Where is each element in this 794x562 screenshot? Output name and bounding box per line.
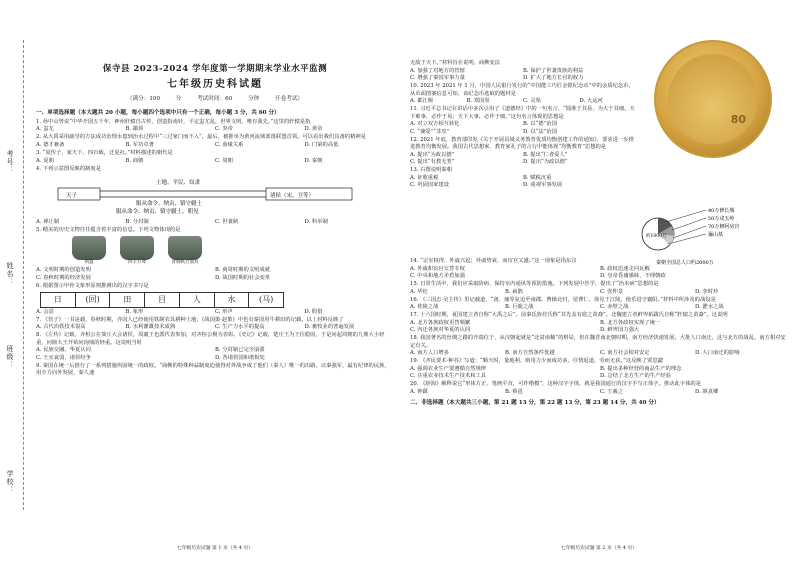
option: B. 巨鹿之战 <box>505 304 534 311</box>
pie-label-2: 50万戍五岭 <box>708 216 735 222</box>
box-tianzi <box>58 188 100 200</box>
option: A. 对立双方相互转化 <box>410 121 460 128</box>
relic-caption: 青铜纵目面具 <box>171 260 199 266</box>
option: D. 淝水之战 <box>695 304 724 311</box>
option: A. 北方各族政权更替频繁 <box>410 319 471 326</box>
option: D. 重视军事发展 <box>523 182 563 189</box>
pie-label-3: 70万修阿房宫 <box>708 224 740 230</box>
flow-box2-label: 诸侯（宋、卫等） <box>270 193 315 200</box>
relic-caption: 四羊方尊 <box>128 260 146 266</box>
question-stem: 3. “夏传子，家天下，四百载，迁夏社。”材料描述的朝代是 <box>36 150 173 156</box>
question-stem: 19. 《齐民要术·种谷》写道：“顺天时，量地利，则用力少而成功多。任情返道，劳而无获。”这反映了贾思勰 <box>410 358 663 365</box>
question <box>36 119 394 134</box>
relic-image <box>120 236 154 260</box>
question-stem: 4. 下列示意图反映的制度是 <box>36 165 102 172</box>
option: A. 桂陵之战 <box>410 304 439 311</box>
question-options <box>36 347 394 362</box>
question-options <box>36 324 394 332</box>
question <box>410 335 790 358</box>
option: D. 鲜卑国力强大 <box>600 327 640 334</box>
question-stem: 2. 从大禹采用疏导的方法成功治理水患到治水过程中“三过家门而不入”，最后，被推举为黄河流域部落联盟首领。可以看出我们具备的精神是 <box>36 134 366 141</box>
question-options <box>410 152 636 167</box>
class-label: 班级： <box>5 345 14 369</box>
oracle-glyph: 田 <box>110 293 145 307</box>
question-options <box>410 289 790 297</box>
question-options <box>36 219 394 227</box>
relic-image <box>72 236 106 260</box>
pie-title: 秦朝全国总人口约2000万 <box>656 260 714 266</box>
question-options <box>410 320 790 335</box>
bronze-relics <box>72 236 394 266</box>
question <box>410 106 636 136</box>
question-options <box>410 389 790 397</box>
relic <box>72 236 106 266</box>
option: A. 文明时期的创造发明 <box>36 267 91 274</box>
question-stem: 17. 十六国时期，夏国建立者自称“大禹之后”。前秦氐族苻氏称“其先盖有扈之苗裔”。北魏建立者鲜卑拓跋氏自称“轩辕之苗裔”。这说明 <box>410 312 728 319</box>
question <box>410 297 790 312</box>
question-options <box>410 98 636 106</box>
oracle-glyph: 人 <box>180 293 215 307</box>
question-stem: 18. 我国著名的丝绸之路的开端位于，从汉朝起就是“北富南稀”的格局，但在魏晋南北朝时期，南方经济快速发展，大批人口南迁，这与北方的战乱、南方相对安定有关。 <box>410 335 786 349</box>
option: A. 夏朝 <box>36 157 54 164</box>
exam-title: 保寺县 2023-2024 学年度第一学期期末学业水平监测 <box>102 64 328 74</box>
option: D. 皇帝昏庸愚昧，不理朝政 <box>600 273 666 280</box>
option: C. 巩固国家建设 <box>410 182 450 189</box>
questions-left <box>36 110 394 378</box>
option: B. 赋税沉重 <box>523 174 552 181</box>
option: C. 形声 <box>215 308 233 315</box>
question-stem: 无敌于天下。”材料旨在说明，商鞅变法 <box>410 60 501 66</box>
oracle-glyph: (马) <box>259 294 274 304</box>
option: D. 李时珍 <box>695 288 719 295</box>
question-stem: 12. 2021 年底，教育部印发《关于开展县域义务教育优质均衡创建工作的通知》，要求进一步推进教育均衡发展。我国古代思想家、教育家孔子的言行中能体现“均衡教育”思想的是 <box>410 136 634 151</box>
option: D. 扩大了地方长官的权力 <box>523 75 584 82</box>
question-options <box>36 158 394 166</box>
flow-box1-label: 天子 <box>66 193 78 200</box>
option: B. 政权迅速走向瓦解 <box>600 265 650 272</box>
question <box>36 227 394 283</box>
exam-meta <box>34 96 396 104</box>
oracle-glyph: 目 <box>145 293 180 307</box>
coin-inner <box>668 54 758 144</box>
option: B. 郑国渠 <box>466 98 490 105</box>
option: C. 注重农业技术生产技术和工具 <box>410 373 487 380</box>
option: D. 战国时期的社会变革 <box>215 274 271 281</box>
flow-mid-label: 服从命令、纳贡、镇守疆土 <box>136 201 203 208</box>
option: C. 赤壁之战 <box>600 304 629 311</box>
option: A. 钟繇 <box>410 388 428 395</box>
option: A. 民族交融、华夏认同 <box>36 347 91 354</box>
question <box>36 134 394 149</box>
page-footer: 七年级历史试题 第 1 页（共 4 页） <box>176 546 254 551</box>
option: C. 灵渠 <box>523 98 541 105</box>
school-label: 学校： <box>5 470 14 494</box>
question-stem: 10. 2023 年 2021 年 1 月，中国人民银行发行的“中国能工巧匠金银纪念币”中的金质纪念币，从币面图案信息可知，该纪念币选取的题材是 <box>410 83 634 97</box>
option: D. 以“法”治国 <box>523 128 558 135</box>
section-heading: 二、非选择题（本大题共三小题，第 21 题 13 分，第 22 题 13 分，第 23 题 14 分，共 40 分） <box>410 400 660 407</box>
question <box>36 363 394 378</box>
option: A. 古代冶铁技术很高 <box>36 324 86 331</box>
question <box>410 167 636 190</box>
pie-label-4: 骊山墓 <box>708 232 724 238</box>
option: C. 张仲景 <box>600 288 624 295</box>
option: C. 生产力水平的提高 <box>215 324 265 331</box>
coin-value: 80 <box>730 113 746 127</box>
option: A. 强调农业生产要遵循自然规律 <box>410 365 487 372</box>
option: A. 德才兼备 <box>36 141 65 148</box>
oracle-glyph: (回) <box>76 293 111 307</box>
flow-bottom-label: 服从命令、纳贡、镇守疆土、朝见 <box>116 209 199 215</box>
question-stem: 16. 《三国志·吴主传》里记载道，“备、瑜等复追至南郡。曹操北归，留曹仁、徐晃于江陵，使乐进守襄阳。”材料中所涉及的战役是 <box>410 296 716 303</box>
score-info: （满分：100 分 <box>126 96 182 102</box>
option: A. 禅让制 <box>36 218 60 225</box>
option: D. 提出“为政以德” <box>523 159 568 166</box>
question-stem: 6. 根据图示甲骨文象形原则推测出的汉字书写是 <box>36 283 149 289</box>
option: B. 扁鹊 <box>505 288 523 295</box>
question <box>410 381 790 396</box>
option: B. 象形 <box>125 308 144 315</box>
option: A. 外戚和宦官交替专权 <box>410 265 465 272</box>
option: D. 畜牧业的普遍发展 <box>304 324 355 331</box>
page-two <box>404 0 794 562</box>
relic-caption: 利簋 <box>84 260 94 266</box>
question <box>410 281 790 296</box>
relic <box>120 236 154 266</box>
pie-label-1: 40万修长城 <box>708 208 735 214</box>
option: A. 都江堰 <box>410 98 434 105</box>
oracle-glyph: 日 <box>41 293 76 307</box>
exam-type: 开卷考试） <box>275 96 304 102</box>
exam-id-label: 考号： <box>5 150 14 174</box>
option: C. 春秋时期的经济发展 <box>36 274 91 281</box>
question-options <box>36 309 394 317</box>
option: C. 内迁各族对华夏的认同 <box>410 327 471 334</box>
commemorative-coin-image <box>654 40 772 158</box>
page-one <box>34 0 396 562</box>
option: D. 大运河 <box>579 98 603 105</box>
question-options <box>410 266 790 281</box>
oracle-glyph-row <box>40 292 284 308</box>
question-stem: 8. 《左传》记载，齐桓公在葵丘大会诸侯，周襄王也派代表参加，对齐桓公极为表彰。《史记》记载，楚庄王为王位稳固，于是问起周朝的九鼎大小轻重，问鼎大王开始问询鼎的轻重。这说明当时 <box>36 332 385 346</box>
question-options <box>36 142 394 150</box>
student-name-label: 姓名： <box>5 262 14 286</box>
option: A. 南方人口增多 <box>410 350 449 357</box>
option: B. 北方各政权实现了统一 <box>600 319 661 326</box>
option: B. 提出“仁者爱人” <box>523 151 568 158</box>
question <box>410 83 636 106</box>
question <box>36 332 394 362</box>
option: B. 军功卓著 <box>125 141 154 148</box>
option: D. 总结了北方生产的生产经验 <box>600 373 671 380</box>
relic <box>168 236 202 266</box>
question-stem: 1. 孙中山曾说“中华开国五千年，神州轩辕自古传，创造指南针，平定蚩尤乱，世界文明，唯有我先。”这里的轩辕是指 <box>36 118 311 125</box>
question-stem: 11. 习近平总书记在讲话中多次引用了《道德经》中的一句名言，“圆准于其易，为大于其细。天下难事，必作于易；天下大事，必作于细。”这句名言体现的思想是 <box>410 106 635 120</box>
exam-subtitle: 七年级历史科试题 <box>167 79 263 90</box>
question <box>410 137 636 167</box>
option: C. 世袭制 <box>215 218 239 225</box>
pie-total: 约1000万 <box>646 234 667 239</box>
question <box>410 312 790 335</box>
option: C. 增强了秦国军事力量 <box>410 75 465 82</box>
option: B. 南方自然条件优越 <box>505 350 555 357</box>
option: C. 炎帝 <box>215 126 233 133</box>
option: A. 加强了对地方的管辖 <box>410 67 465 74</box>
oracle-glyph: 水 <box>215 293 250 307</box>
questions-right-bottom <box>410 258 790 409</box>
option: B. 水利灌溉技术成熟 <box>125 324 176 331</box>
option: C. 周朝 <box>215 157 233 164</box>
page-footer: 七年级历史试题 第 2 页（共 4 页） <box>560 546 638 551</box>
option: D. 假借 <box>304 308 323 315</box>
option: B. 分封制已完全崩溃 <box>215 347 265 354</box>
question-options <box>410 304 790 312</box>
option: D. 科举制 <box>304 218 328 225</box>
binding-margin <box>0 0 30 562</box>
option: D. 门第的高低 <box>304 141 339 148</box>
system-diagram <box>56 174 356 214</box>
option: B. 蔡邕 <box>505 388 523 395</box>
option: C. 提出“有教无类” <box>410 159 455 166</box>
question-stem: 9. 秦国在统一后推行了一系列措施巩固统一的政权。“商鞅的特殊种蒜制度迫使得对外战争成了他们（秦人）唯一的出路。以秦强军，最有纪律的民族，用全力向外发展，秦人速 <box>36 362 390 377</box>
option: D. 各诸侯国和谐相处 <box>215 354 265 361</box>
option: D. 黄帝 <box>304 126 323 133</box>
option: B. 分封制 <box>125 218 149 225</box>
option: C. 中央和地方矛盾加强 <box>410 273 465 280</box>
question <box>410 60 636 83</box>
question <box>36 317 394 332</box>
question-stem: 15. 日常生活中，我们应采取防病、保持室内通风等预防措施。下列发展中医学，提出了“治未病”思想的是 <box>410 281 659 288</box>
option: B. 颛顼 <box>125 126 144 133</box>
option: B. 商周时期的文明成就 <box>215 267 270 274</box>
option: B. 商朝 <box>125 157 144 164</box>
relic-image <box>168 236 202 260</box>
option: B. 提出多种经营的商品生产的理念 <box>600 365 682 372</box>
question <box>410 258 790 281</box>
option: D. 颜真卿 <box>695 388 719 395</box>
section-heading: 一、单项选择题（本大题共 20 小题，每小题四个选项中只有一个正确，每小题 3 分，共 60 分） <box>36 110 280 116</box>
question-options <box>36 126 394 134</box>
question <box>36 166 394 227</box>
questions-right-top <box>410 60 636 190</box>
question <box>410 358 790 381</box>
option: C. “兼爱”“非攻” <box>410 128 450 135</box>
pie-pointer-2 <box>672 218 706 230</box>
option: C. 王室衰弱，诸侯纷争 <box>36 354 91 361</box>
question-options <box>410 68 636 83</box>
question-stem: 14. “宗室权得，外戚兴起；外戚势衰，而宦官又盛。”这一现象是指东汉 <box>410 258 577 264</box>
question-options <box>410 121 636 136</box>
question-stem: 5. 精美的历史文物往往蕴含着丰富的信息。下列文物体现的是 <box>36 226 181 233</box>
question-stem: 13. 右图说明秦朝 <box>410 167 452 174</box>
question-stem: 20. 《辞海》解释说它“形体方正，笔画平直，可作楷模”，这种汉字字体，就是我国通行的汉字手写正体字。推动此字体的是 <box>410 381 701 388</box>
question-options <box>410 350 790 358</box>
binding-line <box>23 40 24 510</box>
question <box>36 150 394 165</box>
time-info: 考试时间：60 分钟 <box>197 96 260 102</box>
option: A. 会意 <box>36 308 54 315</box>
question-options <box>410 366 790 381</box>
option: C. 南方社会相对安定 <box>600 350 650 357</box>
option: C. 王羲之 <box>600 388 624 395</box>
option: A. 征收重税 <box>410 174 439 181</box>
option: A. 华佗 <box>410 288 428 295</box>
question-options <box>410 175 636 190</box>
question-stem: 7. 《管子》一书是载，春秋时期，齐国人已经使用铁制农具耕种土地；《战国策·赵策》中也有秦国用牛耕田的记载。以上材料反映了 <box>36 316 344 323</box>
flow-top-label: 土地、平民、奴隶 <box>156 180 201 187</box>
option: D. 秦朝 <box>304 157 323 164</box>
option: B. 保护了世袭贵族的利益 <box>523 67 584 74</box>
option: A. 蚩尤 <box>36 126 54 133</box>
question-options <box>36 267 394 282</box>
option: A. 提出“为政以德” <box>410 151 455 158</box>
option: B. 以“德”治国 <box>523 121 557 128</box>
option: D. 人口南迁的影响 <box>695 350 740 357</box>
question <box>36 283 394 316</box>
option: C. 血缘关系 <box>215 141 244 148</box>
